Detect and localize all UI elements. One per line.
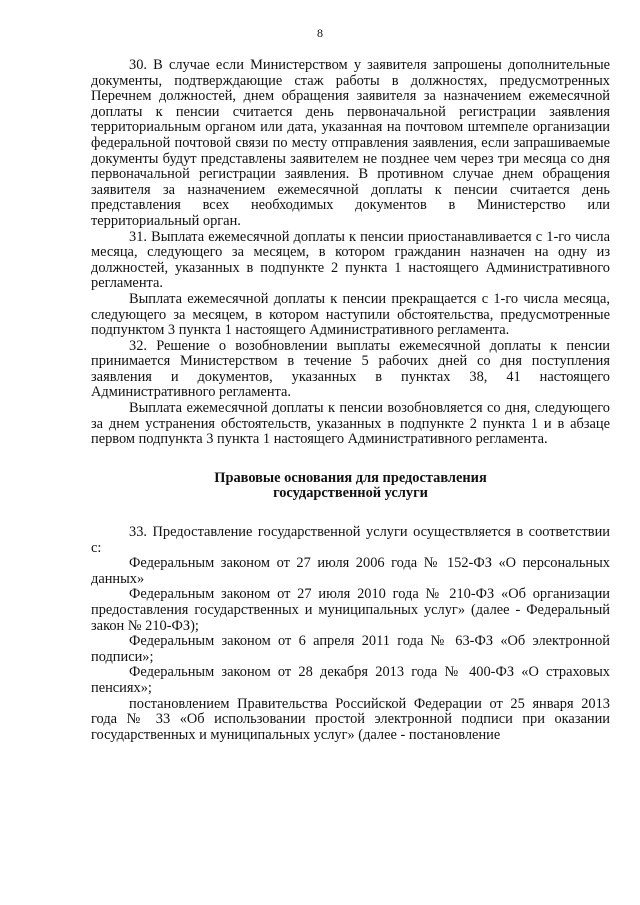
law-400-fz: Федеральным законом от 28 декабря 2013 года № 400-ФЗ «О страховых пенсиях»; (91, 664, 610, 696)
section-heading-line2: государственной услуги (273, 485, 428, 502)
paragraph-31: 31. Выплата ежемесячной доплаты к пенсии приостанавливается с 1-го числа месяца, следующего за месяцем, в котором гражданин назначен на одну из должностей, указанных в подпункте 2 пункта 1 настоящего Административного регламента. (91, 228, 610, 292)
government-decree-33: постановлением Правительства Российской Федерации от 25 января 2013 года № 33 «Об использовании простой электронной подписи при оказании государственных и муниципальных услуг» (далее - постановление (91, 695, 610, 743)
paragraph-30: 30. В случае если Министерством у заявителя запрошены дополнительные документы, подтверждающие стаж работы в должностях, предусмотренных Перечнем должностей, днем обращения заявителя за назначением ежемесячной доплаты к пенсии считается день первоначальной регистрации заявления территориальным органом или дата, указанная на почтовом штемпеле организации федеральной почтовой связи по месту отправления заявления, если запрашиваемые документы будут представлены заявителем не позднее чем через три месяца со дня первоначальной регистрации заявления. В противном случае днем обращения заявителя за назначением ежемесячной доплаты к пенсии считается день представления всех необходимых документов в Министерство или территориальный орган. (91, 57, 610, 229)
law-210-fz: Федеральным законом от 27 июля 2010 года № 210-ФЗ «Об организации предоставления государственных и муниципальных услуг» (далее - Федеральный закон № 210-ФЗ); (91, 586, 610, 634)
law-63-fz: Федеральным законом от 6 апреля 2011 года № 63-ФЗ «Об электронной подписи»; (91, 633, 610, 665)
paragraph-32-resumption: Выплата ежемесячной доплаты к пенсии возобновляется со дня, следующего за днем устранения обстоятельств, указанных в подпункте 2 пункта 1 и в абзаце первом подпункта 3 пункта 1 настоящего Административного регламента. (91, 400, 610, 448)
paragraph-33: 33. Предоставление государственной услуги осуществляется в соответствии с: (91, 524, 610, 556)
page-number: 8 (317, 26, 323, 40)
section-heading-line1: Правовые основания для предоставления (214, 469, 487, 486)
paragraph-32: 32. Решение о возобновлении выплаты ежемесячной доплаты к пенсии принимается Министерством в течение 5 рабочих дней со дня поступления заявления и документов, указанных в пунктах 38, 41 настоящего Административного регламента. (91, 337, 610, 401)
law-152-fz: Федеральным законом от 27 июля 2006 года № 152-ФЗ «О персональных данных» (91, 555, 610, 587)
paragraph-31-termination: Выплата ежемесячной доплаты к пенсии прекращается с 1-го числа месяца, следующего за месяцем, в котором наступили обстоятельства, предусмотренные подпунктом 3 пункта 1 настоящего Административного регламента. (91, 290, 610, 339)
spacer (91, 448, 610, 471)
spacer (91, 502, 610, 525)
document-body (91, 58, 610, 743)
